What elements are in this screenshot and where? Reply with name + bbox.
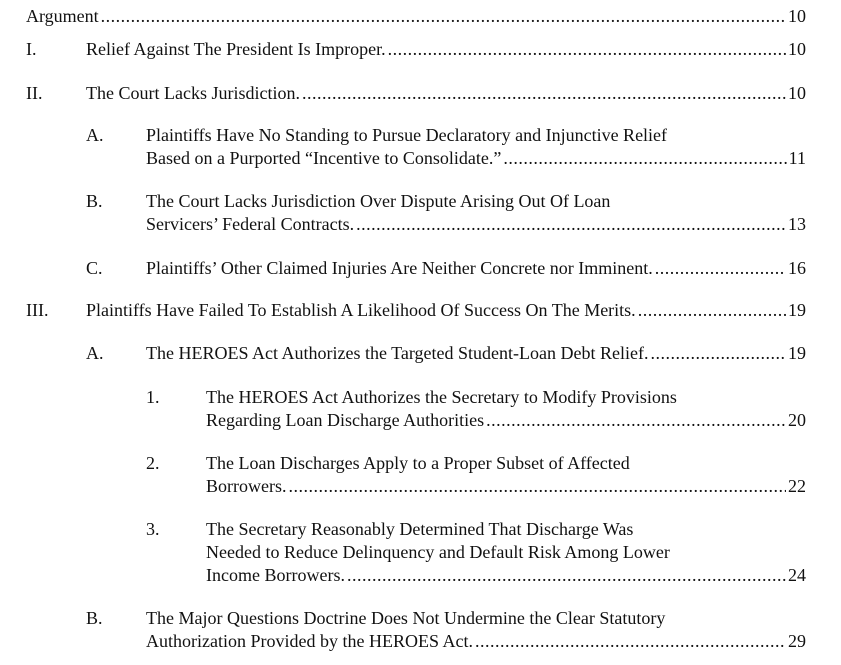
toc-title-line: Needed to Reduce Delinquency and Default Risk Among Lower — [206, 542, 670, 562]
toc-entry-I[interactable] — [26, 38, 806, 61]
toc-page-number: 22 — [788, 476, 806, 496]
toc-page-number: 13 — [788, 214, 806, 234]
toc-title: Plaintiffs’ Other Claimed Injuries Are Neither Concrete nor Imminent. — [146, 258, 653, 278]
toc-title-line: Plaintiffs Have No Standing to Pursue Declaratory and Injunctive Relief — [146, 125, 668, 145]
toc-entry-II-B[interactable] — [86, 190, 806, 236]
toc-title-line: The Court Lacks Jurisdiction Over Dispute Arising Out Of Loan — [146, 191, 611, 211]
dot-leader — [638, 299, 786, 322]
toc-title-line: Based on a Purported “Incentive to Consolidate.” — [146, 148, 502, 168]
toc-number: I. — [26, 39, 37, 59]
toc-entry-II-C[interactable] — [86, 257, 806, 280]
toc-page-number: 20 — [788, 410, 806, 430]
dot-leader — [475, 630, 786, 653]
toc-number: 2. — [146, 453, 160, 473]
toc-number: B. — [86, 608, 103, 628]
toc-number: A. — [86, 343, 104, 363]
toc-title-line: The HEROES Act Authorizes the Secretary to Modify Provisions — [206, 387, 677, 407]
toc-entry-II-A[interactable] — [86, 124, 806, 170]
toc-entry-argument[interactable] — [26, 5, 806, 28]
toc-title-line: The Secretary Reasonably Determined That Discharge Was — [206, 519, 634, 539]
dot-leader — [650, 342, 786, 365]
toc-page-number: 11 — [788, 148, 806, 168]
toc-entry-III-A[interactable] — [86, 342, 806, 365]
toc-title-line: Authorization Provided by the HEROES Act. — [146, 631, 473, 651]
toc-page-number: 10 — [788, 39, 806, 59]
toc-title: The Court Lacks Jurisdiction. — [86, 83, 300, 103]
toc-page-number: 19 — [788, 300, 806, 320]
dot-leader — [655, 257, 786, 280]
toc-title-line: The Loan Discharges Apply to a Proper Subset of Affected — [206, 453, 630, 473]
dot-leader — [388, 38, 786, 61]
toc-page-number: 16 — [788, 258, 806, 278]
toc-number: II. — [26, 83, 43, 103]
toc-number: B. — [86, 191, 103, 211]
dot-leader — [302, 82, 786, 105]
toc-title-line: The Major Questions Doctrine Does Not Undermine the Clear Statutory — [146, 608, 666, 628]
toc-page-number: 19 — [788, 343, 806, 363]
toc-title-line: Borrowers. — [206, 476, 287, 496]
toc-title: Plaintiffs Have Failed To Establish A Likelihood Of Success On The Merits. — [86, 300, 636, 320]
toc-title: The HEROES Act Authorizes the Targeted Student-Loan Debt Relief. — [146, 343, 649, 363]
toc-entry-III-A-1[interactable] — [146, 386, 806, 432]
toc-page-number: 10 — [788, 6, 806, 26]
toc-number: III. — [26, 300, 49, 320]
toc-title: Relief Against The President Is Improper. — [86, 39, 386, 59]
dot-leader — [101, 5, 786, 28]
toc-page-number: 29 — [788, 631, 806, 651]
dot-leader — [486, 409, 786, 432]
toc-page-number: 24 — [788, 565, 806, 585]
toc-entry-III-A-2[interactable] — [146, 452, 806, 498]
toc-entry-III[interactable] — [26, 299, 806, 322]
toc-entry-II[interactable] — [26, 82, 806, 105]
dot-leader — [356, 213, 786, 236]
dot-leader — [503, 147, 786, 170]
toc-number: A. — [86, 125, 104, 145]
toc-number: 1. — [146, 387, 160, 407]
toc-number: C. — [86, 258, 103, 278]
dot-leader — [347, 564, 786, 587]
toc-title-line: Servicers’ Federal Contracts. — [146, 214, 355, 234]
toc-title-line: Income Borrowers. — [206, 565, 345, 585]
toc-number: 3. — [146, 519, 160, 539]
dot-leader — [288, 475, 786, 498]
toc-title: Argument — [26, 6, 99, 26]
toc-entry-III-A-3[interactable] — [146, 518, 806, 587]
toc-title-line: Regarding Loan Discharge Authorities — [206, 410, 485, 430]
toc-entry-III-B[interactable] — [86, 607, 806, 653]
toc-page-number: 10 — [788, 83, 806, 103]
